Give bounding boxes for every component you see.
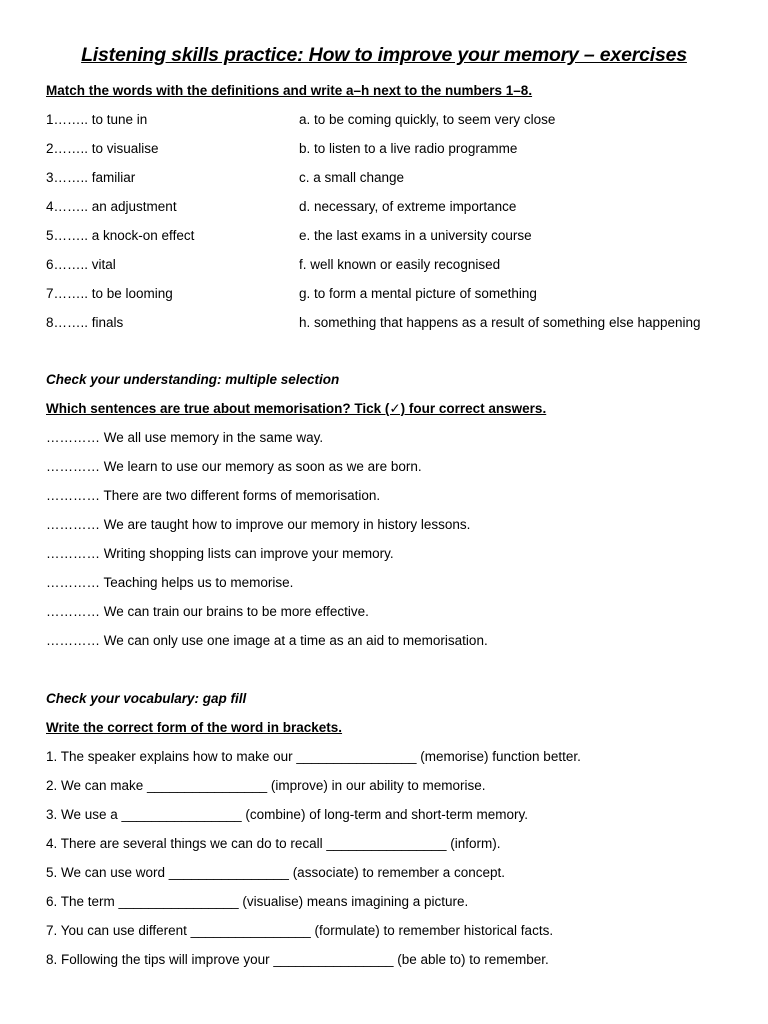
match-definition: c. a small change (299, 170, 405, 185)
gap-fill-item: 2. We can make ________________ (improve) in our ability to memorise. (46, 778, 486, 793)
selection-item: ………… We can train our brains to be more effective. (46, 604, 369, 619)
match-definition: b. to listen to a live radio programme (299, 141, 518, 156)
vocabulary-subheading: Check your vocabulary: gap fill (46, 691, 247, 706)
match-definition: a. to be coming quickly, to seem very close (299, 112, 556, 127)
match-word: 2…….. to visualise (46, 141, 159, 156)
gap-fill-item: 1. The speaker explains how to make our ________________ (memorise) function better. (46, 749, 581, 764)
match-definition: d. necessary, of extreme importance (299, 199, 517, 214)
selection-item: ………… There are two different forms of memorisation. (46, 488, 381, 503)
selection-item: ………… We all use memory in the same way. (46, 430, 324, 445)
gap-fill-item: 4. There are several things we can do to recall ________________ (inform). (46, 836, 501, 851)
match-definition: g. to form a mental picture of something (299, 286, 537, 301)
selection-item: ………… Teaching helps us to memorise. (46, 575, 294, 590)
gap-fill-item: 5. We can use word ________________ (associate) to remember a concept. (46, 865, 506, 880)
understanding-instruction: Which sentences are true about memorisation? Tick (✓) four correct answers. (46, 401, 547, 416)
match-definition: e. the last exams in a university course (299, 228, 532, 243)
selection-item: ………… We learn to use our memory as soon as we are born. (46, 459, 422, 474)
selection-item: ………… We can only use one image at a time as an aid to memorisation. (46, 633, 488, 648)
gap-fill-item: 3. We use a ________________ (combine) of long-term and short-term memory. (46, 807, 529, 822)
gap-fill-item: 8. Following the tips will improve your ________________ (be able to) to remember. (46, 952, 549, 967)
matching-instruction: Match the words with the definitions and write a–h next to the numbers 1–8. (46, 83, 533, 98)
match-word: 4…….. an adjustment (46, 199, 177, 214)
match-word: 6…….. vital (46, 257, 116, 272)
match-word: 7…….. to be looming (46, 286, 173, 301)
selection-item: ………… We are taught how to improve our memory in history lessons. (46, 517, 471, 532)
selection-item: ………… Writing shopping lists can improve your memory. (46, 546, 394, 561)
match-word: 3…….. familiar (46, 170, 136, 185)
gap-fill-item: 7. You can use different ________________ (formulate) to remember historical facts. (46, 923, 554, 938)
match-word: 1…….. to tune in (46, 112, 148, 127)
match-definition: h. something that happens as a result of something else happening (299, 315, 701, 330)
page-title: Listening skills practice: How to improve your memory – exercises (81, 44, 687, 66)
gap-fill-item: 6. The term ________________ (visualise) means imagining a picture. (46, 894, 469, 909)
vocabulary-instruction: Write the correct form of the word in brackets. (46, 720, 343, 735)
match-word: 8…….. finals (46, 315, 124, 330)
match-definition: f. well known or easily recognised (299, 257, 501, 272)
understanding-subheading: Check your understanding: multiple selection (46, 372, 340, 387)
match-word: 5…….. a knock-on effect (46, 228, 195, 243)
